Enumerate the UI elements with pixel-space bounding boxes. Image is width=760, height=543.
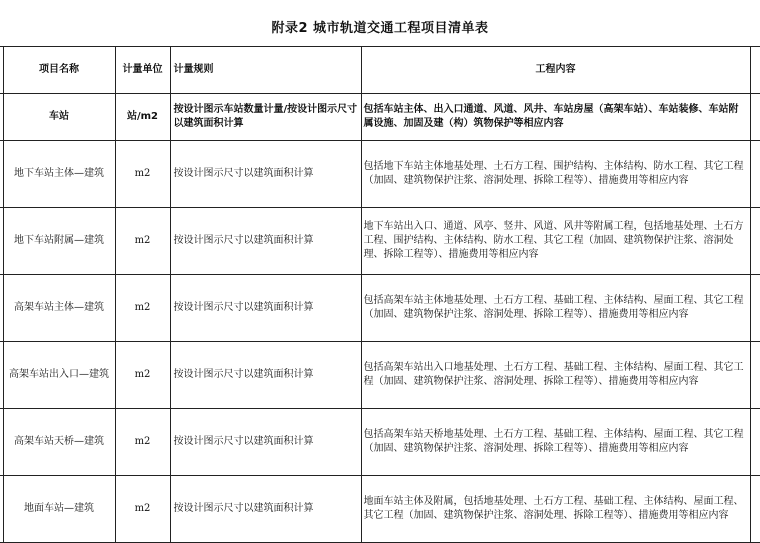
row-unit: m2 (115, 342, 170, 409)
row-content: 包括高架车站出入口地基处理、土石方工程、基础工程、主体结构、屋面工程、其它工程（加固、建筑物保护注浆、溶洞处理、拆除工程等）、措施费用等相应内容 (361, 342, 750, 409)
row-unit: m2 (115, 208, 170, 275)
row-content: 地面车站主体及附属，包括地基处理、土石方工程、基础工程、主体结构、屋面工程、其它工程（加固、建筑物保护注浆、溶洞处理、拆除工程等）、措施费用等相应内容 (361, 476, 750, 543)
edge-cell (750, 47, 760, 94)
row-rule: 按设计图示尺寸以建筑面积计算 (170, 409, 361, 476)
row-rule: 按设计图示尺寸以建筑面积计算 (170, 476, 361, 543)
row-rule: 按设计图示尺寸以建筑面积计算 (170, 342, 361, 409)
row-name: 高架车站出入口—建筑 (3, 342, 115, 409)
header-rule: 计量规则 (170, 47, 361, 94)
row-rule: 按设计图示尺寸以建筑面积计算 (170, 275, 361, 342)
edge-cell (750, 476, 760, 543)
summary-content: 包括车站主体、出入口通道、风道、风井、车站房屋（高架车站）、车站装修、车站附属设施、加固及建（构）筑物保护等相应内容 (361, 94, 750, 141)
table-row (0, 208, 760, 275)
summary-rule: 按设计图示车站数量计量/按设计图示尺寸以建筑面积计算 (170, 94, 361, 141)
summary-unit: 站/m2 (115, 94, 170, 141)
row-name: 高架车站主体—建筑 (3, 275, 115, 342)
table-header-row (0, 47, 760, 94)
edge-cell (750, 141, 760, 208)
row-name: 地下车站主体—建筑 (3, 141, 115, 208)
document-title: 附录2 城市轨道交通工程项目清单表 (271, 21, 489, 36)
header-unit: 计量单位 (115, 47, 170, 94)
row-unit: m2 (115, 141, 170, 208)
row-name: 地下车站附属—建筑 (3, 208, 115, 275)
row-content: 包括高架车站主体地基处理、土石方工程、基础工程、主体结构、屋面工程、其它工程（加固、建筑物保护注浆、溶洞处理、拆除工程等）、措施费用等相应内容 (361, 275, 750, 342)
table-row (0, 141, 760, 208)
row-name: 高架车站天桥—建筑 (3, 409, 115, 476)
edge-cell (750, 208, 760, 275)
row-unit: m2 (115, 409, 170, 476)
edge-cell (750, 409, 760, 476)
edge-cell (750, 342, 760, 409)
row-unit: m2 (115, 476, 170, 543)
row-rule: 按设计图示尺寸以建筑面积计算 (170, 208, 361, 275)
row-content: 包括高架车站天桥地基处理、土石方工程、基础工程、主体结构、屋面工程、其它工程（加固、建筑物保护注浆、溶洞处理、拆除工程等）、措施费用等相应内容 (361, 409, 750, 476)
row-content: 包括地下车站主体地基处理、土石方工程、围护结构、主体结构、防水工程、其它工程（加固、建筑物保护注浆、溶洞处理、拆除工程等）、措施费用等相应内容 (361, 141, 750, 208)
header-content: 工程内容 (361, 47, 750, 94)
row-unit: m2 (115, 275, 170, 342)
row-name: 地面车站—建筑 (3, 476, 115, 543)
table-row (0, 409, 760, 476)
summary-row (0, 94, 760, 141)
project-list-table (0, 46, 760, 543)
summary-name: 车站 (3, 94, 115, 141)
header-item-name: 项目名称 (3, 47, 115, 94)
row-content: 地下车站出入口、通道、风亭、竖井、风道、风井等附属工程，包括地基处理、土石方工程、围护结构、主体结构、防水工程、其它工程（加固、建筑物保护注浆、溶洞处理、拆除工程等）、措施费用等相应内容 (361, 208, 750, 275)
edge-cell (750, 94, 760, 141)
edge-cell (750, 275, 760, 342)
table-row (0, 275, 760, 342)
table-row (0, 342, 760, 409)
table-row (0, 476, 760, 543)
row-rule: 按设计图示尺寸以建筑面积计算 (170, 141, 361, 208)
